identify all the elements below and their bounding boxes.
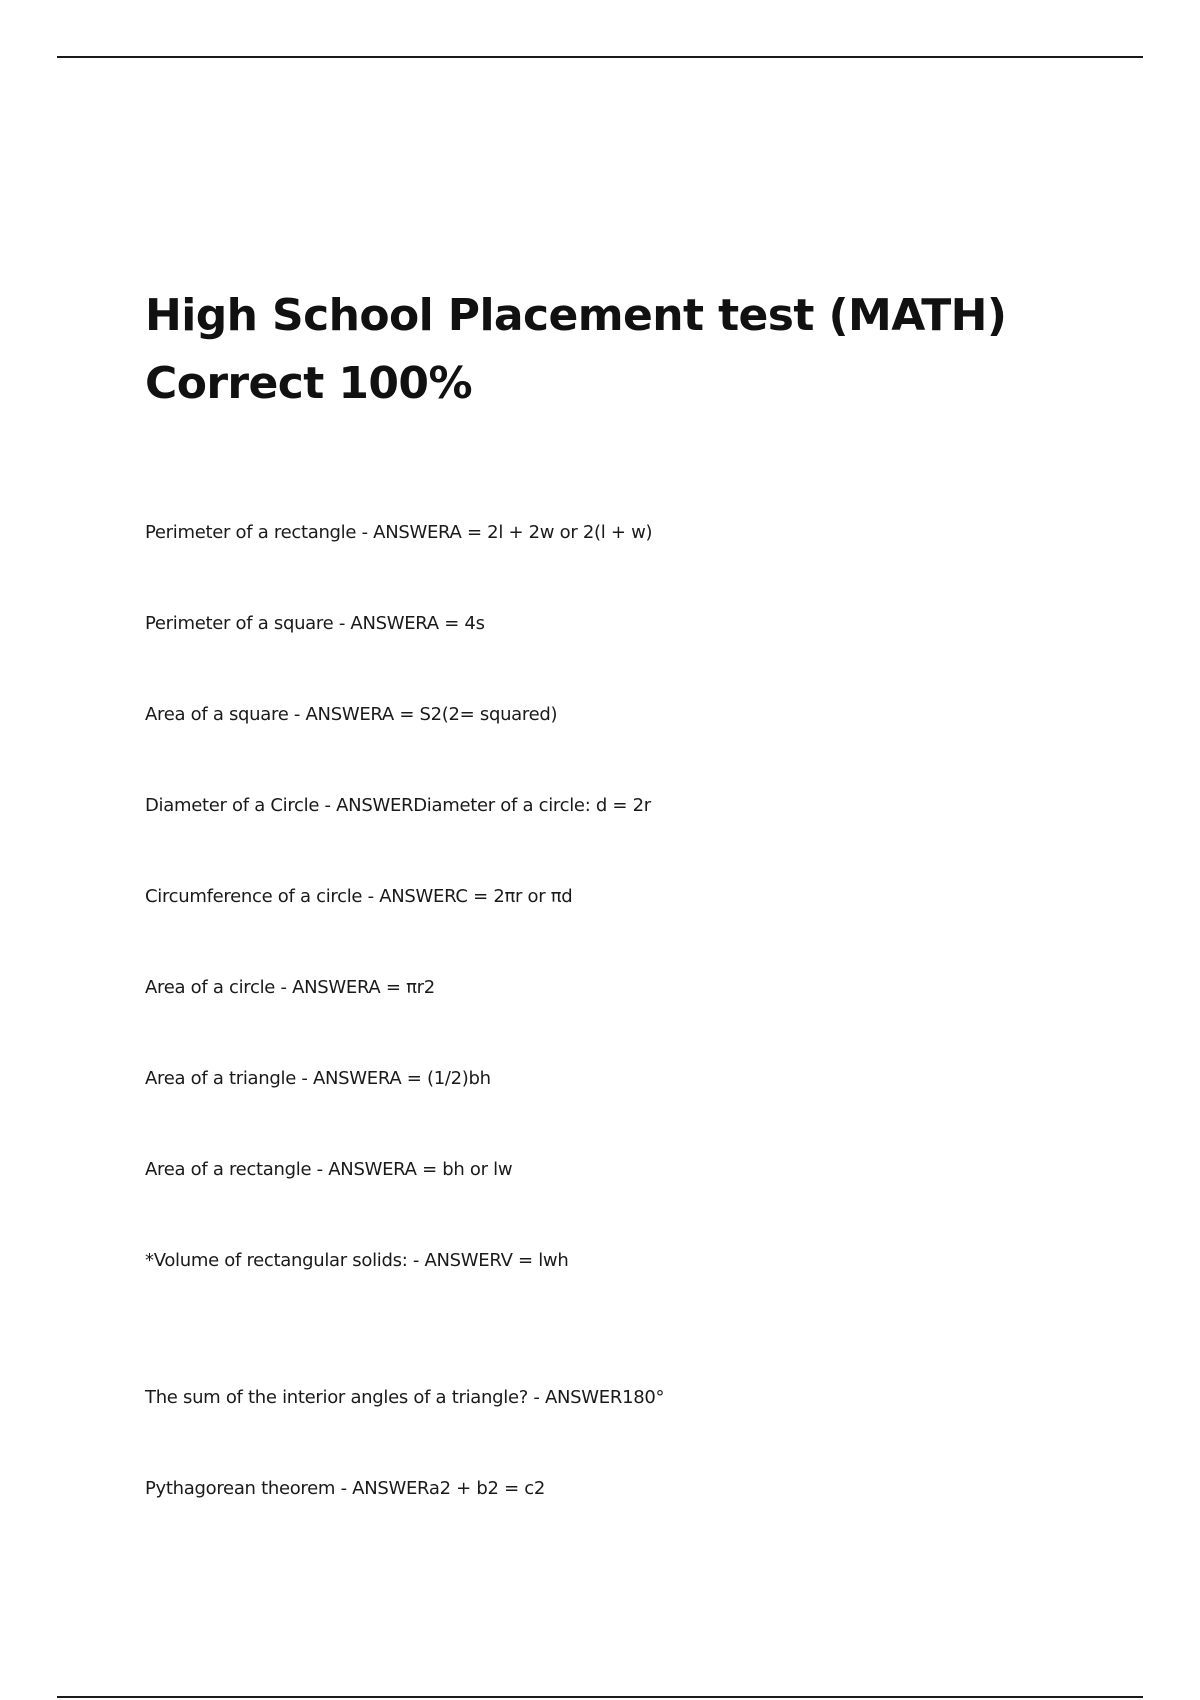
header-rule: [57, 56, 1143, 58]
qa-item-area-circle: Area of a circle - ANSWERA = πr2: [145, 977, 435, 998]
title-line-1: High School Placement test (MATH): [145, 290, 1007, 341]
document-title: [145, 282, 1105, 418]
footer-rule: [57, 1696, 1143, 1698]
title-line-2: Correct 100%: [145, 358, 472, 409]
qa-item-area-triangle: Area of a triangle - ANSWERA = (1/2)bh: [145, 1068, 491, 1089]
qa-item-area-rectangle: Area of a rectangle - ANSWERA = bh or lw: [145, 1159, 513, 1180]
qa-item-volume-rectangular-solids: *Volume of rectangular solids: - ANSWERV = lwh: [145, 1250, 569, 1271]
qa-item-triangle-angle-sum: The sum of the interior angles of a triangle? - ANSWER180°: [145, 1387, 665, 1408]
qa-item-circumference-circle: Circumference of a circle - ANSWERC = 2πr or πd: [145, 886, 573, 907]
qa-item-perimeter-rectangle: Perimeter of a rectangle - ANSWERA = 2l + 2w or 2(l + w): [145, 522, 653, 543]
qa-item-area-square: Area of a square - ANSWERA = S2(2= squared): [145, 704, 558, 725]
qa-item-pythagorean-theorem: Pythagorean theorem - ANSWERa2 + b2 = c2: [145, 1478, 546, 1499]
qa-item-perimeter-square: Perimeter of a square - ANSWERA = 4s: [145, 613, 485, 634]
qa-item-diameter-circle: Diameter of a Circle - ANSWERDiameter of a circle: d = 2r: [145, 795, 651, 816]
